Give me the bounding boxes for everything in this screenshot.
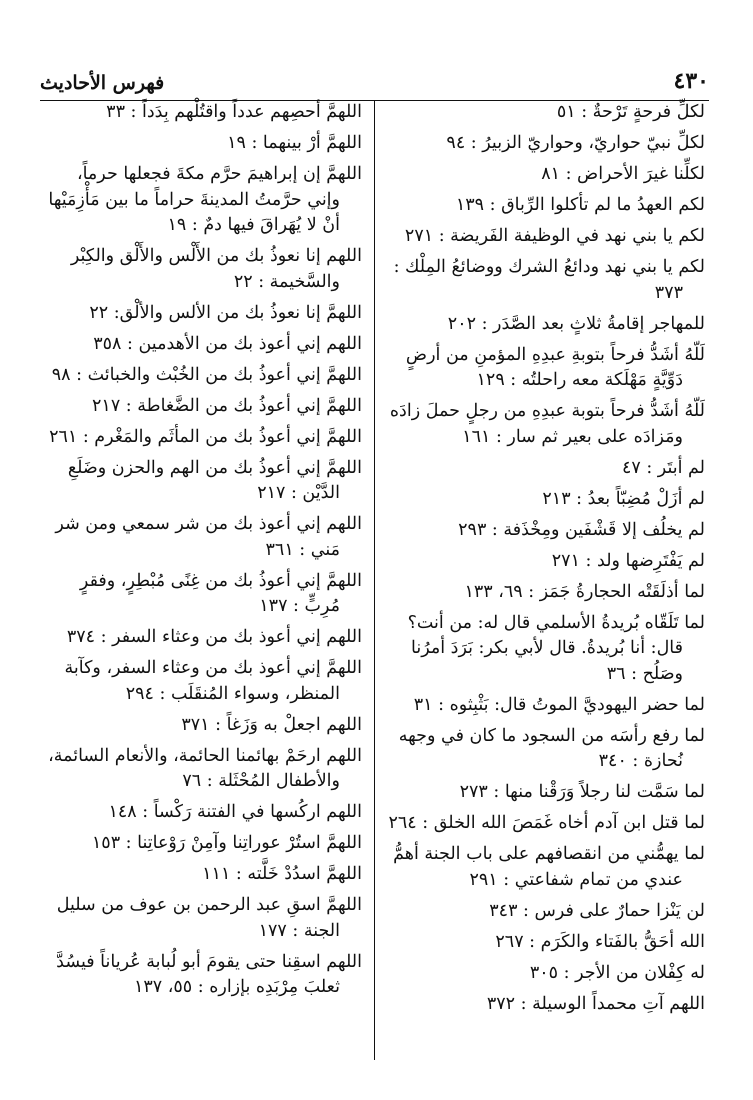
index-entry: لما حضر اليهوديَّ الموتُ قال: بَثْبِثوه : ٣١ [413, 694, 705, 715]
index-entry: اللهمَّ إن إبراهيمَ حرَّم مكةَ فجعلها حرماً، وإني حرَّمتُ المدينةَ حراماً ما بين مَأْزِمَيْها أنْ لا يُهَراقَ فيها دمٌ : ١٩ [48, 164, 362, 235]
index-columns [40, 100, 709, 1060]
index-entry: لما تَلَقّاه بُريدةُ الأسلمي قال له: من أنت؟ قال: أنا بُريدةُ. قال لأبي بكر: بَرَدَ أمرُنا وصَلُح : ٣٦ [407, 612, 705, 684]
index-entry: لم أزَلْ مُضِبّاً بعدُ : ٢١٣ [542, 488, 705, 509]
index-entry: لكم العهدُ ما لم تأكلوا الرِّباق : ١٣٩ [455, 195, 705, 215]
index-entry: لما يهمُّني من انقصافهم على باب الجنة أهمُّ عندي من تمام شفاعتي : ٢٩١ [393, 844, 705, 890]
index-entry: لم يَفْتَرِضها ولد : ٢٧١ [551, 550, 705, 571]
index-entry: اللهم إني أعوذ بك من الأهدمين : ٣٥٨ [93, 333, 362, 354]
index-entry: اللهمَّ إنا نعوذُ بك من الألس والألْق: ٢٢ [89, 302, 362, 323]
index-entry: للمهاجر إقامةُ ثلاثٍ بعد الصَّدَر : ٢٠٢ [447, 313, 705, 334]
index-entry: لَلّهُ أشَدُّ فرحاً بتوبة عبدِهِ من رجلٍ حملَ زادَه ومَزادَه على بعير ثم سار : ١٦١ [389, 401, 705, 447]
page-header [40, 58, 709, 101]
index-entry: اللهم اسقِنا حتى يقومَ أبو لُبابة عُرياناً فيسُدَّ ثعلبَ مِرْبَدِه بإزاره : ٥٥، ١٣٧ [56, 951, 362, 997]
index-entry: اللهم ارحَمْ بهائمنا الحائمة، والأنعام السائمة، والأطفال المُحْثَلة : ٧٦ [48, 745, 362, 791]
right-column [375, 100, 709, 1060]
index-entry: اللهم إني أعوذ بك من شر سمعي ومن شر مَني : ٣٦١ [55, 514, 362, 560]
page-number: ٤٣٠ [673, 68, 709, 94]
running-title: فهرس الأحاديث [40, 72, 165, 94]
index-entry: اللهمَّ اسقِ عبد الرحمن بن عوف من سليل الجنة : ١٧٧ [56, 895, 362, 941]
index-entry: اللهمَّ اسدُدْ خَلَّته : ١١١ [202, 864, 362, 884]
index-entry: لكلِّ فرحةٍ تَرْحةٌ : ٥١ [556, 102, 705, 122]
index-entry: له كِفْلان من الأجر : ٣٠٥ [529, 962, 705, 983]
index-entry: اللهم إنا نعوذُ بك من الأَلْس والأَلْق والكِبْر والسَّخيمة : ٢٢ [70, 246, 362, 292]
index-entry: اللهمَّ إني أعوذُ بك من المأثَم والمَغْرم : ٢٦١ [49, 426, 362, 447]
index-entry: لكلِّ نبيّ حواريّ، وحواريّ الزبيرُ : ٩٤ [446, 133, 705, 153]
index-entry: اللهمَّ استُرْ عوراتِنا وآمِنْ رَوْعاتِنا : ١٥٣ [91, 833, 362, 853]
index-entry: اللهمَّ إني أعوذُ بك من غِنًى مُبْطِرٍ، وفقرٍ مُرِبٍّ : ١٣٧ [79, 570, 362, 616]
index-entry: لم أبتَر : ٤٧ [621, 457, 705, 478]
index-entry: لكلِّنا غيرَ الأحراض : ٨١ [541, 164, 705, 184]
index-entry: اللهمَّ أحصِهم عدداً واقتُلْهم بِدَداً : ٣٣ [106, 102, 362, 122]
index-entry: الله أحَقُّ بالفَتاء والكَرَم : ٢٦٧ [495, 931, 705, 952]
index-entry: اللهم آتِ محمداً الوسيلة : ٣٧٢ [486, 993, 705, 1014]
index-entry: لن يَنْزا حمارٌ على فرس : ٣٤٣ [489, 900, 705, 921]
index-entry: لما قتل ابن آدم أخاه غَمَصَ الله الخلق : ٢٦٤ [388, 813, 705, 833]
index-entry: لكم يا بني نهد ودائعُ الشرك ووضائعُ المِلْك : ٣٧٣ [393, 257, 705, 303]
index-entry: لما أذلَقَتْه الحجارةُ جَمَز : ٦٩، ١٣٣ [464, 581, 705, 602]
index-entry: لَلّهُ أشَدُّ فرحاً بتوبةِ عبدِهِ المؤمنِ من أرضٍ دَوِّيَّةٍ مَهْلَكة معه راحلتُه : ١٢٩ [405, 344, 705, 390]
index-entry: اللهمَّ إني أعوذ بك من وعثاء السفر، وكآبة المنظر، وسواء المُنقَلَب : ٢٩٤ [64, 658, 362, 704]
index-entry: لما رفع رأسَه من السجود ما كان في وجهه نُحازة : ٣٤٠ [398, 725, 705, 771]
index-entry: لكم يا بني نهد في الوظيفة الفَريضة : ٢٧١ [404, 226, 705, 246]
index-entry: لم يخلُف إلا قَشْفَين ومِخْذَفة : ٢٩٣ [458, 519, 705, 540]
index-entry: اللهمَّ أرْ بينهما : ١٩ [227, 133, 362, 153]
index-entry: اللهمَّ إني أعوذُ بك من الهم والحزن وضَلَعِ الدَّيْن : ٢١٧ [67, 457, 362, 503]
index-entry: لما سَمَّت لنا رجلاً وَرَقْنا منها : ٢٧٣ [459, 782, 705, 802]
index-entry: اللهمَّ إني أعوذُ بك من الخُبْث والخبائث : ٩٨ [51, 364, 362, 385]
left-column [40, 100, 374, 1060]
index-entry: اللهم اجعلْ به وَزَغاً : ٣٧١ [181, 714, 362, 735]
index-entry: اللهم اركُسها في الفتنة رَكْساً : ١٤٨ [108, 802, 362, 822]
index-entry: اللهم إني أعوذ بك من وعثاء السفر : ٣٧٤ [66, 627, 362, 647]
index-entry: اللهمَّ إني أعوذُ بك من الضَّغاطة : ٢١٧ [92, 395, 362, 416]
